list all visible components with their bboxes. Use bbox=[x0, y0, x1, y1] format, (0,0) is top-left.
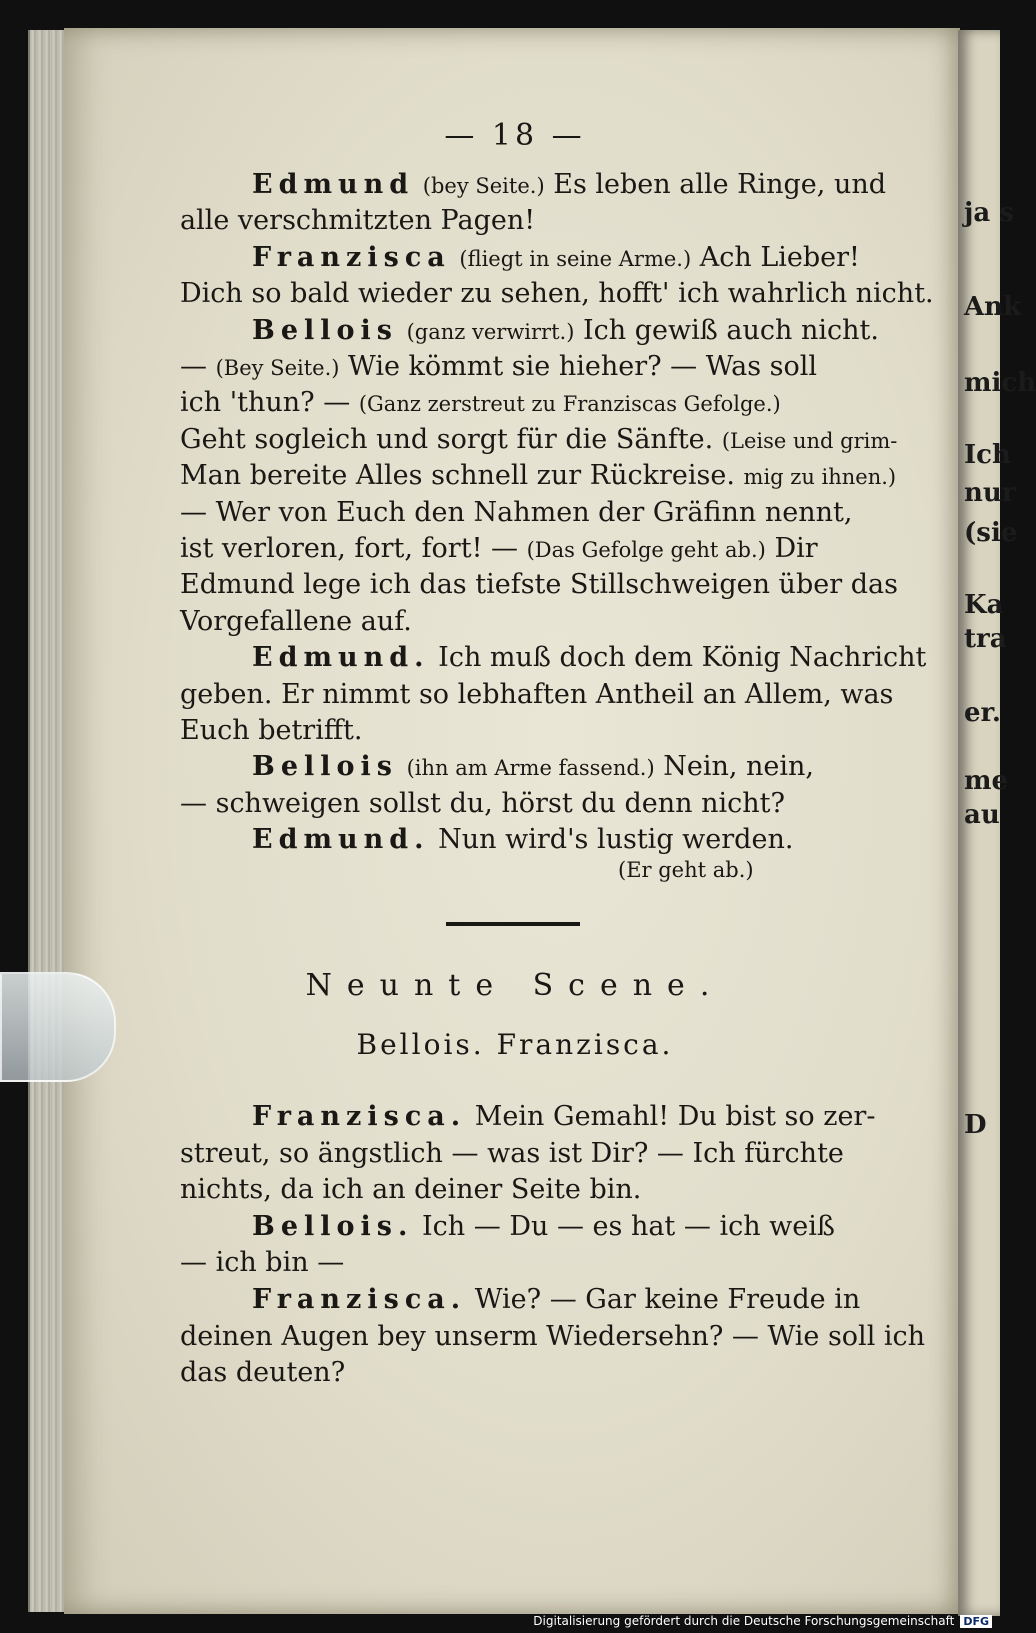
text-line bbox=[180, 1135, 850, 1173]
stage-direction: (Ganz zerstreut zu Franziscas Gefolge.) bbox=[358, 392, 781, 417]
text-line bbox=[252, 748, 850, 786]
text-line bbox=[180, 1318, 926, 1356]
next-page-text: nur bbox=[964, 478, 1016, 508]
next-page-text: tra bbox=[964, 624, 1007, 654]
next-page-fragment bbox=[958, 30, 1036, 1616]
text-line bbox=[252, 239, 860, 277]
scene-characters: Bellois. Franzisca. bbox=[356, 1028, 674, 1061]
stage-direction: (fliegt in seine Arme.) bbox=[459, 246, 692, 271]
line-text: Nein, nein, bbox=[663, 751, 815, 783]
stage-direction: mig zu ihnen.) bbox=[743, 465, 897, 490]
next-page-text: ja s bbox=[964, 198, 1014, 228]
line-text: Euch betrifft. bbox=[180, 715, 363, 746]
text-line bbox=[252, 821, 850, 859]
text-line bbox=[180, 1244, 850, 1282]
speaker-name: Franzisca bbox=[252, 241, 451, 273]
line-text: Ach Lieber! bbox=[699, 241, 860, 273]
stage-direction-exit: (Er geht ab.) bbox=[618, 858, 754, 882]
text-line bbox=[180, 530, 850, 568]
stage-direction: (Bey Seite.) bbox=[215, 356, 340, 380]
speaker-name: Bellois. bbox=[252, 1210, 414, 1242]
next-page-text: mich bbox=[964, 368, 1036, 398]
text-line bbox=[180, 348, 850, 386]
page-clip bbox=[0, 972, 116, 1082]
stage-direction: (Das Gefolge geht ab.) bbox=[526, 538, 766, 562]
scene-divider bbox=[446, 922, 580, 926]
next-page-text: Ka bbox=[964, 590, 1004, 620]
speaker-name: Edmund. bbox=[252, 824, 430, 856]
line-text: Dich so bald wieder zu sehen, hofft' ich wahrlich nicht. bbox=[180, 278, 934, 310]
line-text: streut, so ängstlich — was ist Dir? — Ich fürchte bbox=[180, 1137, 844, 1169]
speaker-name: Franzisca. bbox=[252, 1101, 467, 1132]
next-page-text: (sie bbox=[964, 518, 1018, 548]
text-line bbox=[180, 275, 934, 313]
line-text: Mein Gemahl! Du bist so zer- bbox=[474, 1101, 876, 1132]
line-text: Ich muß doch dem König Nachricht bbox=[438, 642, 927, 674]
line-text: Wie? — Gar keine Freude in bbox=[474, 1284, 861, 1315]
line-text: nichts, da ich an deiner Seite bin. bbox=[180, 1174, 642, 1206]
next-page-text: Ich bbox=[964, 440, 1011, 470]
text-line bbox=[180, 712, 850, 750]
text-line bbox=[180, 676, 894, 714]
line-text: das deuten? bbox=[180, 1357, 346, 1389]
speaker-name: Franzisca. bbox=[252, 1284, 467, 1315]
speaker-name: Edmund bbox=[252, 169, 415, 200]
text-line bbox=[180, 457, 897, 495]
line-text: — Wer von Euch den Nahmen der Gräfinn nennt, bbox=[180, 496, 853, 528]
next-page-text: er. bbox=[964, 698, 1001, 728]
line-text: Dir bbox=[774, 533, 818, 564]
line-text: — ich bin — bbox=[180, 1247, 345, 1279]
next-page-text: D bbox=[964, 1110, 987, 1140]
line-text: ist verloren, fort, fort! — bbox=[180, 533, 519, 564]
text-line bbox=[252, 1098, 876, 1136]
line-text: — bbox=[180, 351, 207, 382]
line-text: alle verschmitzten Pagen! bbox=[180, 205, 536, 237]
line-text: Ich gewiß auch nicht. bbox=[583, 314, 879, 346]
stage-direction: (bey Seite.) bbox=[422, 174, 545, 198]
stage-direction: (ihn am Arme fassend.) bbox=[406, 756, 655, 781]
next-page-text: me bbox=[964, 766, 1009, 796]
dfg-logo: DFG bbox=[960, 1615, 992, 1628]
line-text: — schweigen sollst du, hörst du denn nicht? bbox=[180, 787, 785, 819]
line-text: Geht sogleich und sorgt für die Sänfte. bbox=[180, 423, 714, 455]
line-text: ich 'thun? — bbox=[180, 387, 351, 419]
text-line bbox=[180, 494, 853, 532]
line-text: Vorgefallene auf. bbox=[180, 605, 412, 637]
line-text: deinen Augen bey unserm Wiedersehn? — Wie soll ich bbox=[180, 1320, 926, 1352]
line-text: Ich — Du — es hat — ich weiß bbox=[421, 1210, 835, 1242]
line-text: Edmund lege ich das tiefste Stillschweigen über das bbox=[180, 569, 898, 601]
speaker-name: Bellois bbox=[252, 314, 398, 346]
text-line bbox=[252, 639, 927, 677]
text-line bbox=[252, 1281, 861, 1319]
text-line bbox=[180, 202, 850, 240]
page-number: — 18 — bbox=[444, 118, 586, 153]
stage-direction: (Leise und grim- bbox=[721, 428, 898, 453]
line-text: Man bereite Alles schnell zur Rückreise. bbox=[180, 460, 735, 492]
footer-text: Digitalisierung gefördert durch die Deutsche Forschungsgemeinschaft bbox=[533, 1614, 955, 1628]
text-line bbox=[180, 566, 898, 604]
text-line bbox=[180, 785, 850, 823]
line-text: Es leben alle Ringe, und bbox=[553, 169, 887, 200]
text-line bbox=[180, 384, 850, 422]
text-line bbox=[252, 1208, 850, 1246]
speaker-name: Edmund. bbox=[252, 642, 430, 674]
text-line bbox=[180, 1354, 850, 1392]
text-line bbox=[252, 312, 879, 350]
line-text: geben. Er nimmt so lebhaften Antheil an Allem, was bbox=[180, 678, 894, 710]
text-line bbox=[180, 603, 850, 641]
speaker-name: Bellois bbox=[252, 751, 398, 783]
line-text: Nun wird's lustig werden. bbox=[438, 824, 794, 856]
text-line bbox=[180, 421, 898, 459]
scene-title: Neunte Scene. bbox=[305, 968, 725, 1003]
text-line bbox=[252, 166, 887, 204]
stage-direction: (ganz verwirrt.) bbox=[406, 319, 575, 344]
line-text: Wie kömmt sie hieher? — Was soll bbox=[348, 351, 818, 382]
digitization-footer bbox=[533, 1611, 992, 1631]
next-page-text: au bbox=[964, 800, 1000, 830]
next-page-text: Ank bbox=[964, 292, 1022, 322]
text-line bbox=[180, 1171, 850, 1209]
